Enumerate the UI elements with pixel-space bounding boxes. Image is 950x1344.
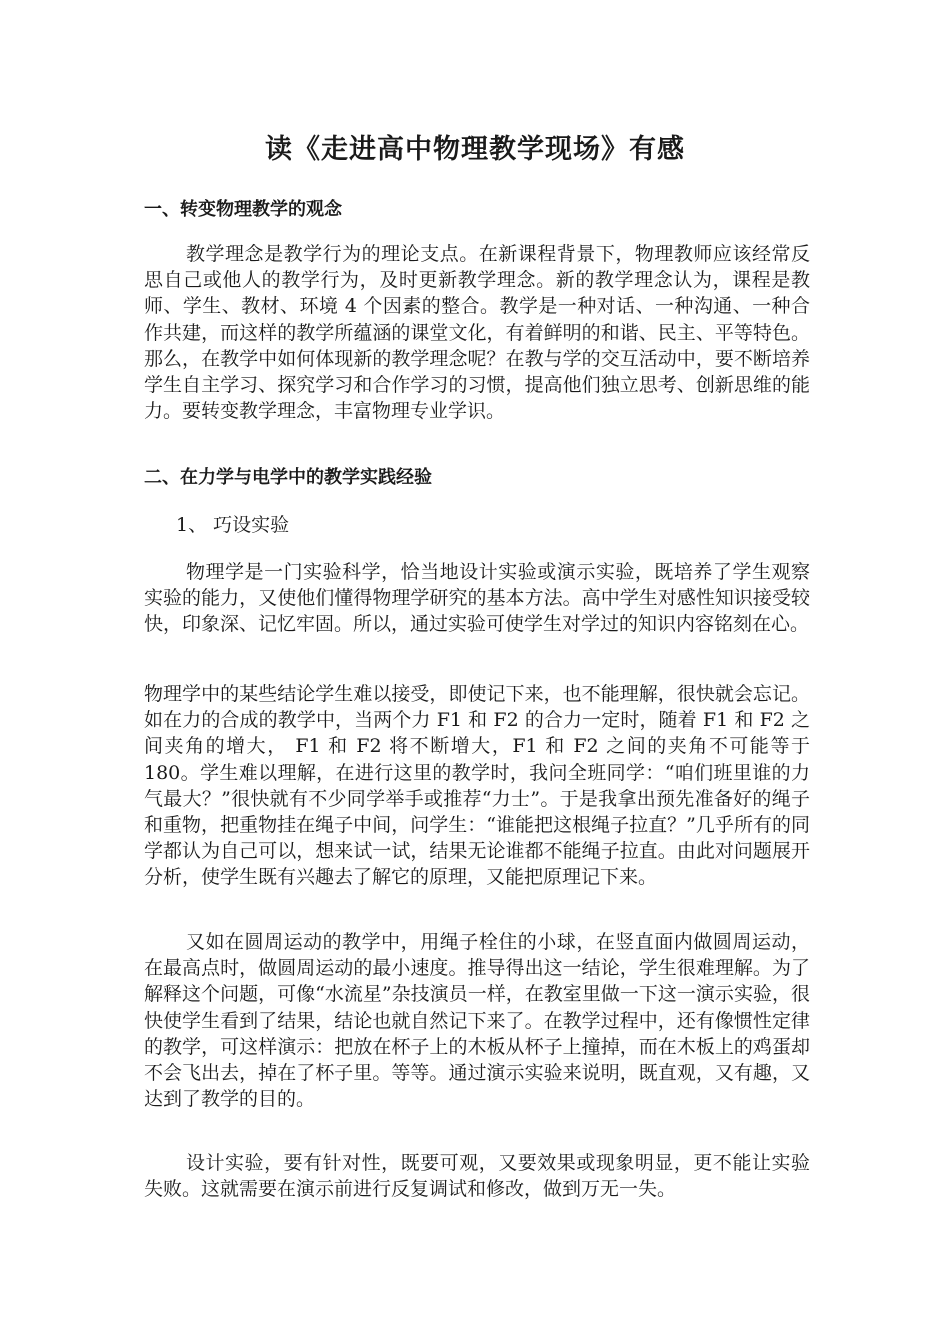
- paragraph-circular-motion: 又如在圆周运动的教学中，用绳子栓住的小球，在竖直面内做圆周运动，在最高点时，做圆周运动的最小速度。推导得出这一结论，学生很难理解。为了解释这个问题，可像“水流星”杂技演员一样，在教室里做一下这一演示实验，很快使学生看到了结果，结论也就自然记下来了。在教学过程中，还有像惯性定律的教学，可这样演示：把放在杯子上的木板从杯子上撞掉，而在木板上的鸡蛋却不会飞出去，掉在了杯子里。等等。通过演示实验来说明，既直观，又有趣，又达到了教学的目的。: [144, 931, 810, 1111]
- section-heading-1: 一、转变物理教学的观念: [144, 199, 342, 220]
- section-1-paragraph: 教学理念是教学行为的理论支点。在新课程背景下，物理教师应该经常反思自己或他人的教学行为，及时更新教学理念。新的教学理念认为，课程是教师、学生、教材、环境 4 个因素的整合。教学是一种对话、一种沟通、一种合作共建，而这样的教学所蕴涵的课堂文化，有着鲜明的和谐、民主、平等特色。那么，在教学中如何体现新的教学理念呢？在教与学的交互活动中，要不断培养学生自主学习、探究学习和合作学习的习惯，提高他们独立思考、创新思维的能力。要转变教学理念，丰富物理专业学识。: [144, 243, 810, 423]
- section-heading-2: 二、在力学与电学中的教学实践经验: [144, 467, 432, 488]
- subsection-heading: 1、 巧设实验: [176, 514, 290, 536]
- paragraph-force-composition: 物理学中的某些结论学生难以接受，即使记下来，也不能理解，很快就会忘记。如在力的合成的教学中，当两个力 F1 和 F2 的合力一定时，随着 F1 和 F2 之间夹角的增大， F1 和 F2 将不断增大，F1 和 F2 之间的夹角不可能等于 180。学生难以理解，在进行这里的教学时，我问全班同学：“咱们班里谁的力气最大？”很快就有不少同学举手或推荐“力士”。于是我拿出预先准备好的绳子和重物，把重物挂在绳子中间，问学生：“谁能把这根绳子拉直？”几乎所有的同学都认为自己可以，想来试一试，结果无论谁都不能绳子拉直。由此对问题展开分析，使学生既有兴趣去了解它的原理，又能把原理记下来。: [144, 683, 810, 889]
- paragraph-experiment-intro: 物理学是一门实验科学，恰当地设计实验或演示实验，既培养了学生观察实验的能力，又使他们懂得物理学研究的基本方法。高中学生对感性知识接受较快，印象深、记忆牢固。所以，通过实验可使学生对学过的知识内容铭刻在心。: [144, 561, 810, 636]
- document-title: 读《走进高中物理教学现场》有感: [265, 134, 685, 165]
- paragraph-experiment-design: 设计实验，要有针对性，既要可观，又要效果或现象明显，更不能让实验失败。这就需要在演示前进行反复调试和修改，做到万无一失。: [144, 1152, 810, 1201]
